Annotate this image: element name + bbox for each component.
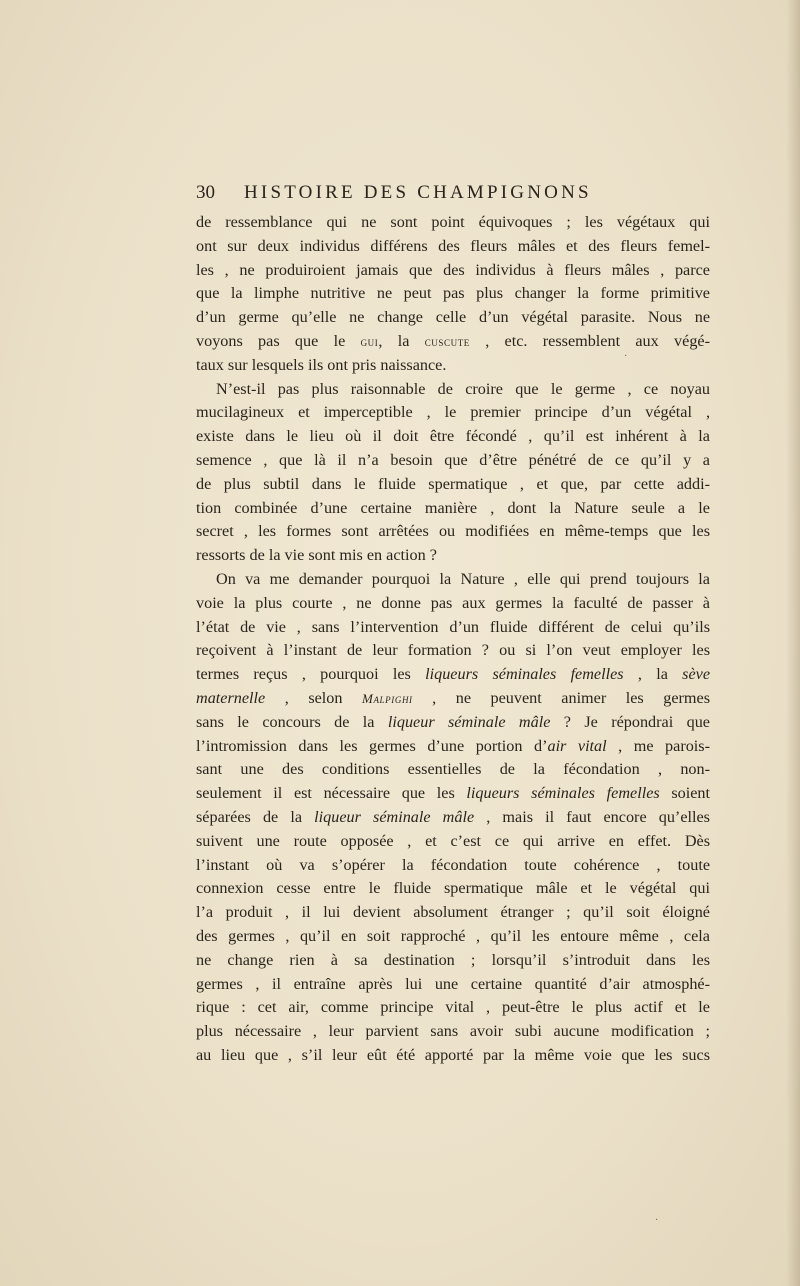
text-line [196, 758, 710, 782]
italic-term: liqueur séminale mâle [314, 807, 475, 826]
text-span: au lieu que , s’il leur eût été apporté par la même voie que les sucs [196, 1045, 710, 1064]
text-span: tion combinée d’une certaine manière , dont la Nature seule a le [196, 498, 710, 517]
running-title: HISTOIRE DES CHAMPIGNONS [244, 182, 592, 203]
ink-speck: · [655, 1215, 659, 1226]
text-span: rique : cet air, comme principe vital , peut-être le plus actif et le [196, 998, 710, 1017]
text-line [196, 877, 710, 901]
text-span: des germes , qu’il en soit rapproché , qu’il les entoure même , cela [196, 926, 710, 945]
author-name: Malpighi [362, 690, 413, 706]
text-span: que la limphe nutritive ne peut pas plus changer la forme primitive [196, 284, 710, 303]
text-span: plus nécessaire , leur parvient sans avoir subi aucune modification ; [196, 1022, 710, 1041]
small-caps-term: gui [360, 333, 379, 349]
text-line [196, 354, 710, 378]
running-head [196, 182, 716, 210]
text-span: N’est-il pas plus raisonnable de croire que le germe , ce noyau [216, 379, 710, 398]
text-span: , me parois- [606, 736, 710, 755]
text-line [196, 473, 710, 497]
italic-term: liqueur séminale mâle [387, 712, 551, 731]
text-line [196, 735, 710, 759]
text-span: suivent une route opposée , et c’est ce qui arrive en effet. Dès [196, 831, 710, 850]
text-line [196, 378, 710, 402]
text-span: ont sur deux individus différens des fleurs mâles et des fleurs femel- [196, 236, 710, 255]
text-line [196, 639, 710, 663]
italic-term: maternelle [196, 688, 266, 707]
text-span: voie la plus courte , ne donne pas aux germes la faculté de passer à [196, 593, 710, 612]
text-span: existe dans le lieu où il doit être fécondé , qu’il est inhérent à la [196, 427, 710, 446]
text-line [196, 401, 710, 425]
text-span: secret , les formes sont arrêtées ou modifiées en même-temps que les [196, 522, 710, 541]
text-span: , mais il faut encore qu’elles [474, 807, 710, 826]
text-span: germes , il entraîne après lui une certaine quantité d’air atmosphé- [196, 974, 710, 993]
ink-speck: · [624, 351, 628, 362]
page-edge-shadow [786, 0, 800, 1286]
text-span: semence , que là il n’a besoin que d’être pénétré de ce qu’il y a [196, 450, 710, 469]
text-line [196, 901, 710, 925]
text-span: taux sur lesquels ils ont pris naissance. [196, 355, 447, 374]
text-line [196, 663, 710, 687]
text-line [196, 711, 710, 735]
text-line [196, 306, 710, 330]
text-line [196, 973, 710, 997]
text-line [196, 259, 710, 283]
text-span: , etc. ressemblent aux végé- [469, 331, 710, 350]
text-span: ? Je répondrai que [550, 712, 710, 731]
text-line [196, 925, 710, 949]
text-line [196, 544, 710, 568]
text-span: l’intromission dans les germes d’une portion d’ [196, 736, 548, 755]
text-line [196, 497, 710, 521]
text-span: sant une des conditions essentielles de la fécondation , non- [196, 760, 710, 779]
page-number: 30 [196, 182, 215, 203]
text-span: connexion cesse entre le fluide spermatique mâle et le végétal qui [196, 879, 710, 898]
text-line [196, 996, 710, 1020]
text-span: reçoivent à l’instant de leur formation ? ou si l’on veut employer les [196, 641, 710, 660]
body-text [196, 211, 710, 1068]
text-span: , ne peuvent animer les germes [412, 688, 710, 707]
italic-term: air vital [547, 736, 607, 755]
text-span: séparées de la [196, 807, 315, 826]
text-span: de ressemblance qui ne sont point équivoques ; les végétaux qui [196, 213, 710, 231]
text-span: l’instant où va s’opérer la fécondation toute cohérence , toute [196, 855, 710, 874]
text-span: seulement il est nécessaire que les [196, 784, 467, 803]
text-line [196, 949, 710, 973]
text-span: , selon [265, 688, 363, 707]
text-span: ressorts de la vie sont mis en action ? [196, 546, 437, 565]
text-line [196, 687, 710, 711]
text-span: de plus subtil dans le fluide spermatique , et que, par cette addi- [196, 474, 710, 493]
text-span: On va me demander pourquoi la Nature , elle qui prend toujours la [216, 569, 710, 588]
text-line [196, 1044, 710, 1068]
italic-term: liqueurs séminales femelles [466, 784, 660, 803]
text-line [196, 830, 710, 854]
text-span: l’a produit , il lui devient absolument étranger ; qu’il soit éloigné [196, 903, 710, 922]
text-line [196, 449, 710, 473]
text-line [196, 211, 710, 235]
italic-term: sève [682, 665, 710, 684]
text-line [196, 1020, 710, 1044]
text-line [196, 282, 710, 306]
text-span: , la [378, 331, 425, 350]
text-line [196, 806, 710, 830]
text-span: termes reçus , pourquoi les [196, 665, 426, 684]
text-span: mucilagineux et imperceptible , le premier principe d’un végétal , [196, 403, 710, 422]
text-line [196, 425, 710, 449]
text-line [196, 616, 710, 640]
text-line [196, 854, 710, 878]
text-span: voyons pas que le [196, 331, 361, 350]
text-span: soient [659, 784, 710, 803]
text-span: l’état de vie , sans l’intervention d’un fluide différent de celui qu’ils [196, 617, 710, 636]
text-line [196, 568, 710, 592]
text-line [196, 520, 710, 544]
italic-term: liqueurs séminales femelles [425, 665, 624, 684]
text-line [196, 330, 710, 354]
text-span: , la [623, 665, 683, 684]
text-line [196, 782, 710, 806]
text-line [196, 592, 710, 616]
text-span: d’un germe qu’elle ne change celle d’un végétal parasite. Nous ne [196, 308, 710, 327]
text-span: sans le concours de la [196, 712, 388, 731]
small-caps-term: cuscute [424, 333, 470, 349]
text-line [196, 235, 710, 259]
text-span: les , ne produiroient jamais que des individus à fleurs mâles , parce [196, 260, 710, 279]
text-span: ne change rien à sa destination ; lorsqu’il s’introduit dans les [196, 950, 710, 969]
